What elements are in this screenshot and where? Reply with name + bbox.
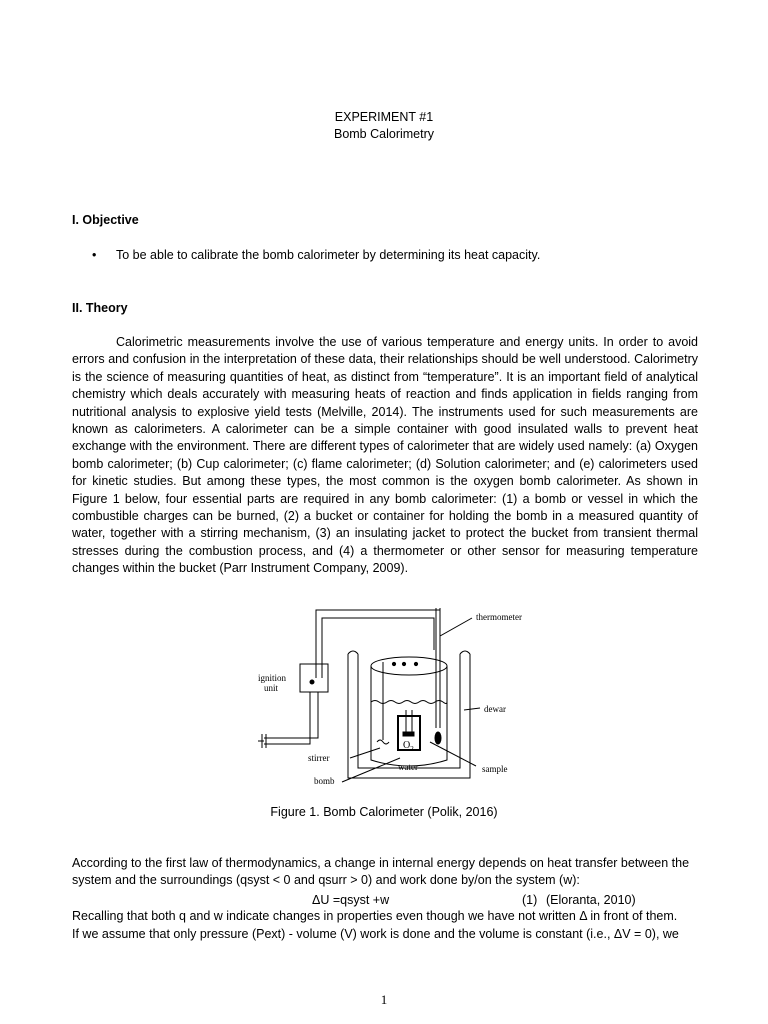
objective-heading: I. Objective (72, 213, 139, 227)
law-line-3: Recalling that both q and w indicate changes in properties even though we have not written Δ in front of them. (72, 909, 678, 923)
bomb-label: bomb (314, 776, 335, 786)
unit-label: unit (264, 683, 279, 693)
stirrer-label: stirrer (308, 753, 330, 763)
law-line-4: If we assume that only pressure (Pext) - volume (V) work is done and the volume is constant (i.e., ΔV = 0), we (72, 927, 679, 941)
bomb-calorimeter-figure (250, 598, 530, 798)
objective-text: To be able to calibrate the bomb calorimeter by determining its heat capacity. (116, 248, 541, 262)
oxygen-label: $O_2$ (403, 740, 414, 753)
law-line-1: According to the first law of thermodynamics, a change in internal energy depends on heat transfer between the (72, 856, 690, 870)
page-number: 1 (380, 992, 388, 1007)
objective-bullet (92, 248, 540, 262)
figure-caption: Figure 1. Bomb Calorimeter (Polik, 2016) (270, 805, 498, 819)
ignition-label: ignition (258, 673, 287, 683)
equation: ΔU =qsyst +w (312, 893, 390, 907)
thermometer-label: thermometer (476, 612, 522, 622)
ignition-unit-box (300, 664, 328, 692)
sample-label: sample (482, 764, 508, 774)
law-line-2: system and the surroundings (qsyst < 0 and qsurr > 0) and work done by/on the system (w): (72, 873, 580, 887)
theory-text: Calorimetric measurements involve the use of various temperature and energy units. In order to avoid errors and confusion in the interpretation of these data, their relationships should be well understood. Calorimetry is the science of measuring quantities of heat, as distinct from “temperature”. It is an important field of analytical chemistry which deals accurately with measuring heats of reaction and finds application in fields ranging from nutritional analysis to explosive yield tests (Melville, 2014). The instruments used for such measurements are known as calorimeters. A calorimeter can be a simple container with good insulated walls to prevent heat exchange with the environment. There are different types of calorimeter that are widely used namely: (a) Oxygen bomb calorimeter; (b) Cup calorimeter; (c) flame calorimeter; (d) Solution calorimeter; and (e) calorimeters used for kinetic studies. But among these types, the most common is the oxygen bomb calorimeter. As shown in Figure 1 below, four essential parts are required in any bomb calorimeter: (1) a bomb or vessel in which the combustible charges can be burned, (2) a bucket or container for holding the bomb in a measured quantity of water, together with a stirring mechanism, (3) an insulating jacket to protect the bucket from transient thermal stresses during the combustion process, and (4) a thermometer or other sensor for measuring temperature changes within the bucket (Parr Instrument Company, 2009). (72, 335, 698, 576)
equation-citation: (Eloranta, 2010) (546, 893, 636, 907)
water-label: water (398, 762, 418, 772)
experiment-number: EXPERIMENT #1 (334, 110, 434, 124)
theory-heading: II. Theory (72, 301, 128, 315)
bullet-icon: • (92, 248, 97, 262)
experiment-title: Bomb Calorimetry (333, 127, 435, 141)
dewar-label: dewar (484, 704, 506, 714)
equation-number: (1) (522, 893, 538, 907)
theory-paragraph (72, 334, 698, 578)
